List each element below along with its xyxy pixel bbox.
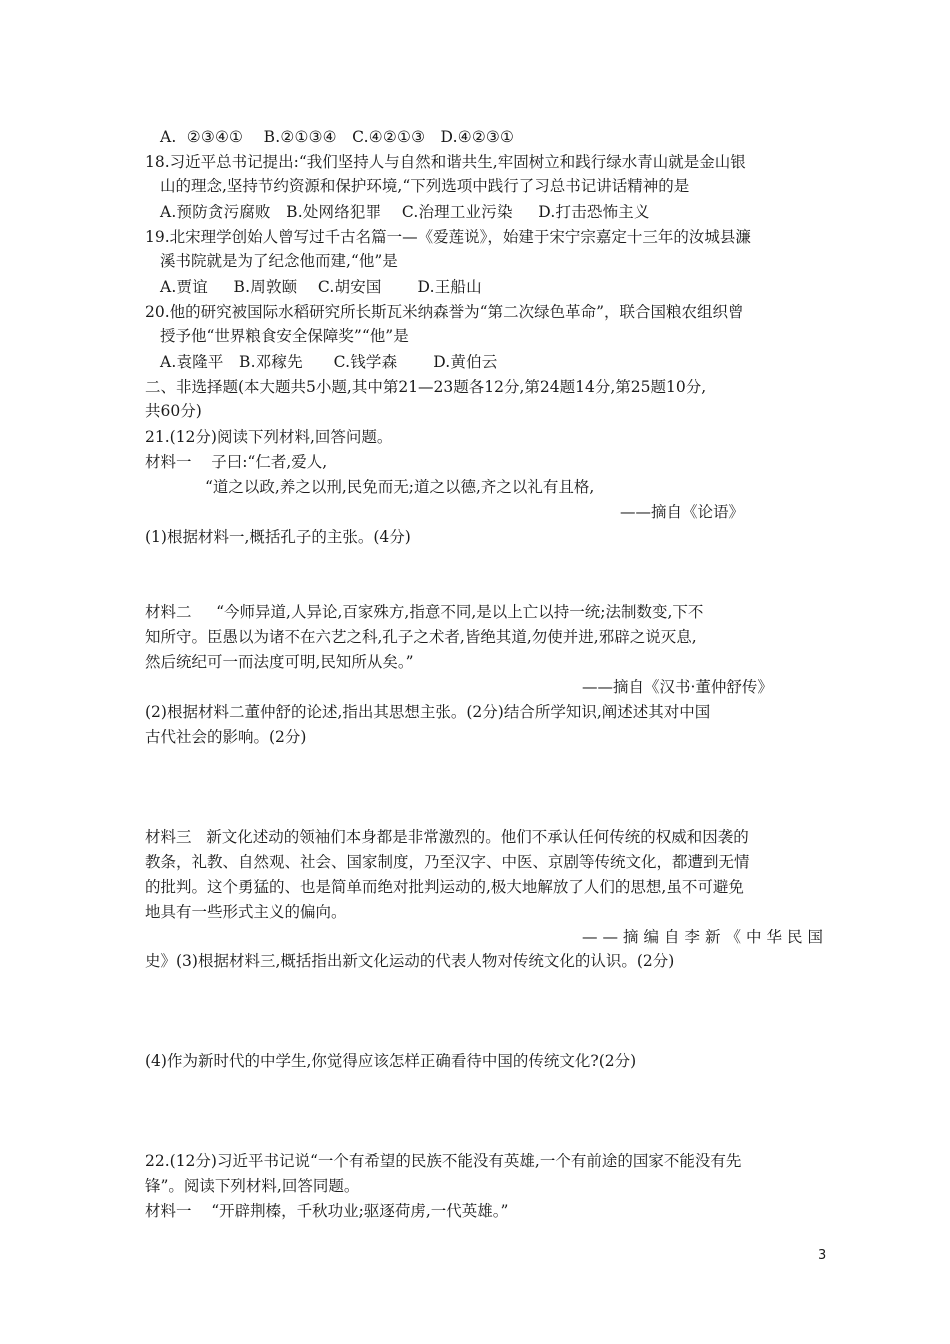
- page-number: 3: [818, 1248, 827, 1263]
- q18-stem-line2: 山的理念,坚持节约资源和保护环境,“下列选项中践行了习总书记讲话精神的是: [160, 177, 690, 195]
- q19-stem-line2: 溪书院就是为了纪念他而建,“他”是: [160, 252, 398, 270]
- material1-source: ——摘自《论语》: [620, 503, 745, 521]
- material3-source: ——摘编自李新《中华民国: [582, 928, 829, 946]
- material1-line1: 材料一 子曰:“仁者,爱人,: [145, 453, 328, 471]
- q20-stem-line2: 授予他“世界粮食安全保障奖”“他”是: [160, 327, 409, 345]
- material3-line1: 材料三 新文化述动的领袖们本身都是非常激烈的。他们不承认任何传统的权威和因袭的: [145, 828, 749, 846]
- q21-part3: 史》(3)根据材料三,概括指出新文化运动的代表人物对传统文化的认识。(2分): [145, 952, 675, 970]
- q22-stem-line2: 锋”。阅读下列材料,回答同题。: [145, 1177, 360, 1195]
- q19-stem-line1: 19.北宋理学创始人曾写过千古名篇一—《爱莲说》，始建于宋宁宗嘉定十三年的汝城县濂: [145, 228, 751, 246]
- material1-line2: “道之以政,养之以刑,民免而无;道之以德,齐之以礼有且格,: [205, 478, 595, 496]
- material2-line3: 然后统纪可一而法度可明,民知所从矣。”: [145, 653, 414, 671]
- material3-line3: 的批判。这个勇猛的、也是简单而绝对批判运动的,极大地解放了人们的思想,虽不可避免: [145, 878, 744, 896]
- material3-line4: 地具有一些形式主义的偏向。: [145, 903, 347, 921]
- q21-part4: (4)作为新时代的中学生,你觉得应该怎样正确看待中国的传统文化?(2分): [145, 1052, 637, 1070]
- q21-part2-line2: 古代社会的影响。(2分): [145, 728, 307, 746]
- q22-material1: 材料一 “开辟荆榛，千秋功业;驱逐荷虏,一代英雄。”: [145, 1202, 509, 1220]
- q17-options: A. ②③④① B.②①③④ C.④②①③ D.④②③①: [160, 128, 515, 146]
- q18-options: A.预防贪污腐败 B.处网络犯罪 C.治理工业污染 D.打击恐怖主义: [160, 203, 650, 221]
- section2-heading-line1: 二、非选择题(本大题共5小题,其中第21—23题各12分,第24题14分,第25题10分,: [145, 378, 707, 396]
- material2-line2: 知所守。臣愚以为诸不在六艺之科,孔子之术者,皆绝其道,勿使并进,邪辟之说灭息,: [145, 628, 697, 646]
- q21-intro: 21.(12分)阅读下列材料,回答问题。: [145, 428, 393, 446]
- q21-part1: (1)根据材料一,概括孔子的主张。(4分): [145, 528, 411, 546]
- material2-line1: 材料二 “今师异道,人异论,百家殊方,指意不同,是以上亡以持一统;法制数变,下不: [145, 603, 704, 621]
- section2-heading-line2: 共60分): [145, 402, 202, 420]
- q20-options: A.袁隆平 B.邓稼先 C.钱学森 D.黄伯云: [160, 353, 498, 371]
- material2-source: ——摘自《汉书·董仲舒传》: [582, 678, 773, 696]
- q20-stem-line1: 20.他的研究被国际水稻研究所长斯瓦米纳森誉为“第二次绿色革命”，联合国粮农组织曾: [145, 303, 744, 321]
- q21-part2-line1: (2)根据材料二董仲舒的论述,指出其思想主张。(2分)结合所学知识,阐述述其对中国: [145, 703, 711, 721]
- q22-stem-line1: 22.(12分)习近平书记说“一个有希望的民族不能没有英雄,一个有前途的国家不能没有先: [145, 1152, 742, 1170]
- material3-line2: 教条，礼教、自然观、社会、国家制度，乃至汉字、中医、京剧等传统文化，都遭到无情: [145, 853, 750, 871]
- q19-options: A.贾谊 B.周敦颐 C.胡安国 D.王船山: [160, 278, 482, 296]
- q18-stem-line1: 18.习近平总书记提出:“我们坚持人与自然和谐共生,牢固树立和践行绿水青山就是金山银: [145, 153, 746, 171]
